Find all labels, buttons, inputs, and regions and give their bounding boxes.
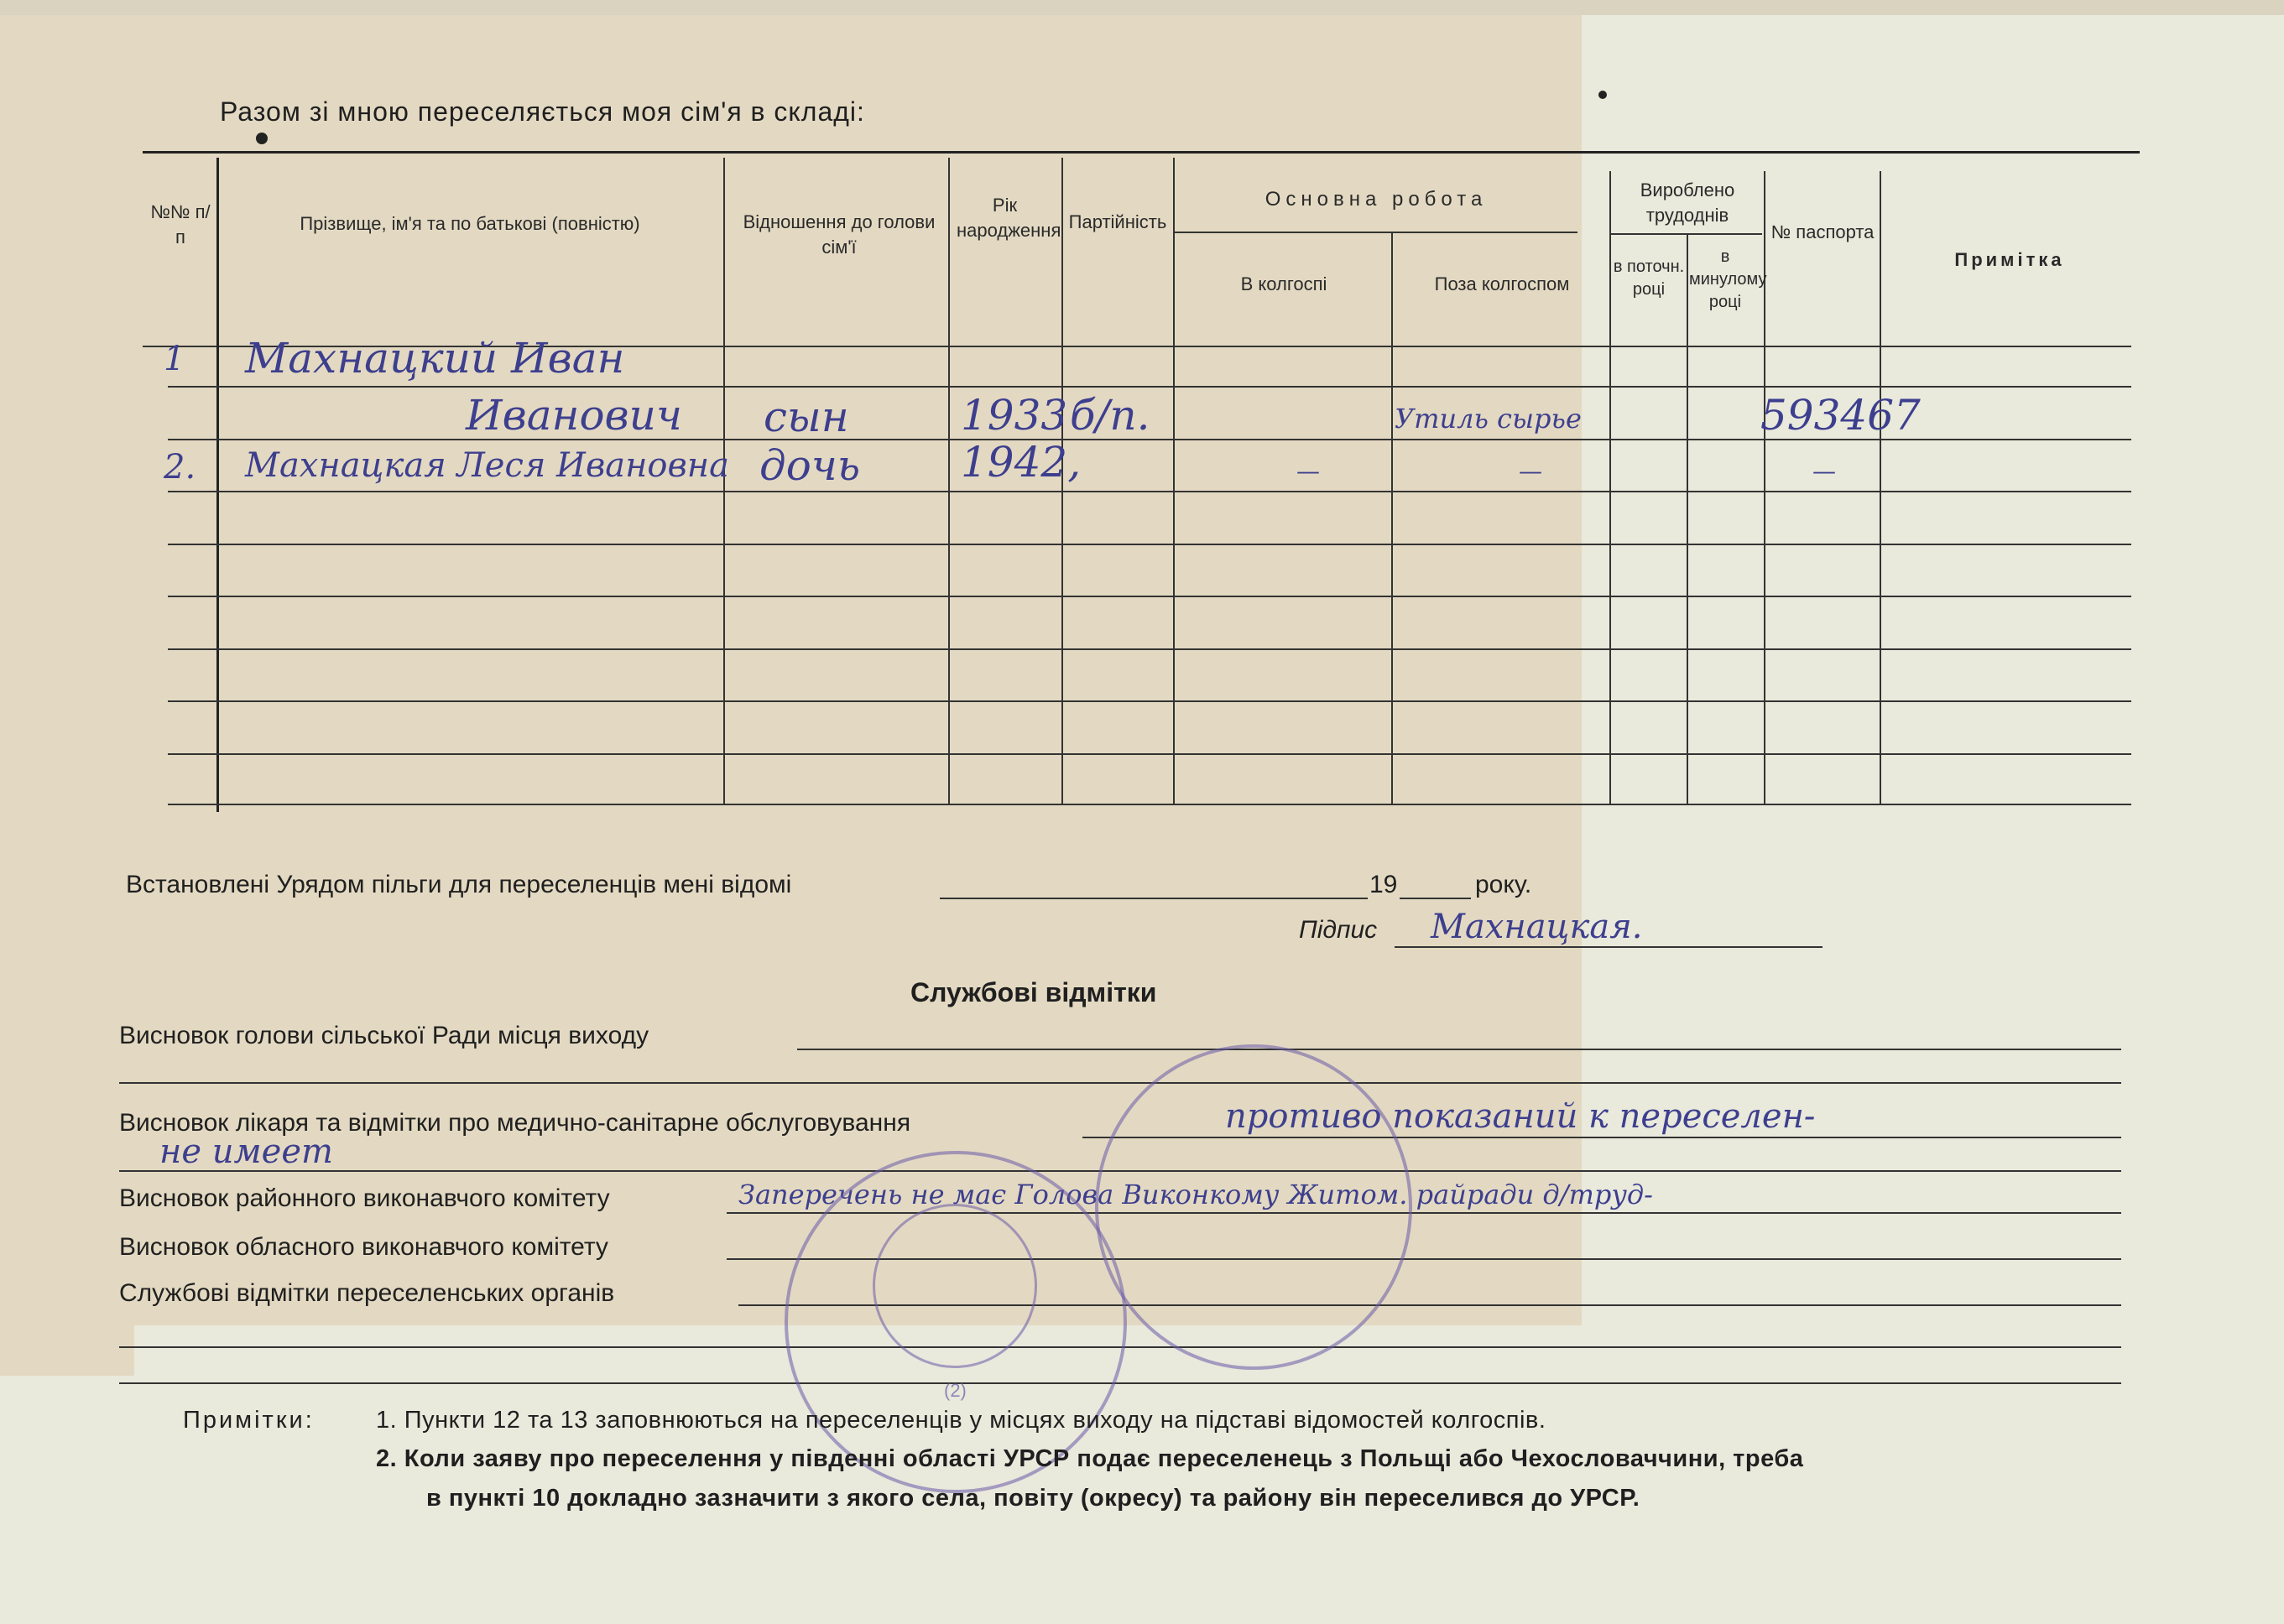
col-header-in-kolhosp: В колгоспі [1240, 273, 1327, 294]
signature-label: Підпис [1299, 916, 1378, 944]
col-divider [1173, 158, 1175, 804]
row-rule [168, 596, 2131, 597]
col-header-num: №№ п/п [150, 201, 211, 247]
row2-outside-kolhosp: — [1519, 457, 1542, 485]
col-header-passport: № паспорта [1770, 221, 1875, 242]
official-marks-title: Службові відмітки [910, 977, 1157, 1007]
punch-hole [256, 133, 268, 144]
migration-fill-3 [119, 1382, 2121, 1384]
row1-name-line2: Иванович [466, 391, 682, 440]
col-divider [948, 158, 950, 804]
row2-birth-year: 1942, [961, 438, 1082, 487]
benefits-fill [940, 898, 1368, 899]
row-rule [168, 648, 2131, 650]
district-label: Висновок районного виконавчого комітету [119, 1184, 610, 1212]
col-divider [1391, 233, 1393, 804]
stamp-number: (2) [944, 1380, 967, 1401]
signature-fill [1395, 946, 1823, 948]
row1-birth-year: 1933 [961, 391, 1068, 440]
village-council-label: Висновок голови сільської Ради місця виходу [119, 1022, 649, 1049]
row2-name: Махнацкая Леся Ивановна [245, 446, 729, 485]
col-header-outside-kolhosp: Поза колгоспом [1434, 273, 1570, 294]
village-council-fill-2 [119, 1082, 2121, 1084]
benefits-year-suffix: року. [1475, 871, 1532, 898]
row-rule [168, 491, 2131, 492]
row2-num: 2. [164, 448, 196, 487]
row1-num: 1 [164, 340, 185, 378]
col-divider [1687, 235, 1688, 804]
col-divider [1880, 171, 1881, 804]
row1-relation: сын [764, 393, 849, 441]
year-fill [1400, 898, 1471, 899]
council-stamp [1095, 1044, 1412, 1370]
doctor-label: Висновок лікаря та відмітки про медично-санітарне обслуговування [119, 1109, 911, 1137]
signature-value: Махнацкая. [1431, 908, 1643, 946]
row1-passport: 593467 [1760, 391, 1921, 440]
doctor-answer-2: не имеет [159, 1132, 333, 1171]
col-header-party: Партійність [1068, 211, 1167, 232]
note-2-line1: 2. Коли заяву про переселення у південні області УРСР подає переселенець з Польщі або Чехословаччини, треба [376, 1445, 1804, 1472]
note-1: 1. Пункти 12 та 13 заповнюються на переселенців у місцях виходу на підставі відомостей колгоспів. [376, 1407, 1546, 1434]
main-work-rule [1175, 232, 1577, 233]
row-rule [168, 700, 2131, 702]
benefits-year-prefix: 19 [1369, 871, 1398, 898]
migration-label: Службові відмітки переселенських органів [119, 1279, 615, 1307]
village-council-fill [797, 1049, 2121, 1050]
row-rule [168, 804, 2131, 805]
col-header-birth-year: Рік народження [957, 195, 1061, 241]
col-divider [1609, 171, 1611, 804]
col-header-main-work: Основна робота [1265, 188, 1488, 211]
row2-in-kolhosp: — [1296, 457, 1320, 485]
row-rule [168, 753, 2131, 755]
notes-label: Примітки: [183, 1407, 315, 1434]
row2-relation: дочь [759, 441, 861, 490]
col-header-workdays: Вироблено трудоднів [1640, 180, 1735, 226]
row1-party: б/п. [1070, 391, 1150, 440]
oblast-label: Висновок обласного виконавчого комітету [119, 1233, 608, 1261]
note-2-line2: в пункті 10 докладно зазначити з якого села, повіту (окресу) та району він переселився до УРСР. [426, 1485, 1640, 1512]
aged-paper-corner [0, 1325, 134, 1376]
punch-hole [1598, 91, 1607, 99]
district-stamp-inner [873, 1204, 1037, 1368]
col-header-workdays-previous: в минулому році [1689, 247, 1767, 311]
col-divider [1764, 171, 1765, 804]
row-rule [168, 386, 2131, 388]
col-header-relation: Відношення до голови сім'ї [743, 211, 936, 258]
col-divider [216, 158, 219, 812]
col-header-workdays-current: в поточн. році [1613, 258, 1685, 299]
row2-passport: — [1812, 457, 1836, 485]
doctor-answer: противо показаний к переселен- [1225, 1097, 1816, 1136]
row1-outside-kolhosp: Утиль сырье [1395, 403, 1582, 435]
col-header-note: Примітка [1954, 249, 2065, 270]
benefits-label: Встановлені Урядом пільги для переселенців мені відомі [126, 871, 792, 898]
top-edge [0, 0, 2284, 15]
district-answer: Заперечень не має Голова Виконкому Житом. райради д/труд- [738, 1179, 1653, 1210]
row1-name-line1: Махнацкий Иван [245, 334, 625, 383]
table-top-rule [143, 151, 2140, 154]
family-header: Разом зі мною переселяється моя сім'я в складі: [220, 96, 865, 127]
row-rule [168, 544, 2131, 545]
col-header-name: Прізвище, ім'я та по батькові (повністю) [300, 213, 640, 234]
